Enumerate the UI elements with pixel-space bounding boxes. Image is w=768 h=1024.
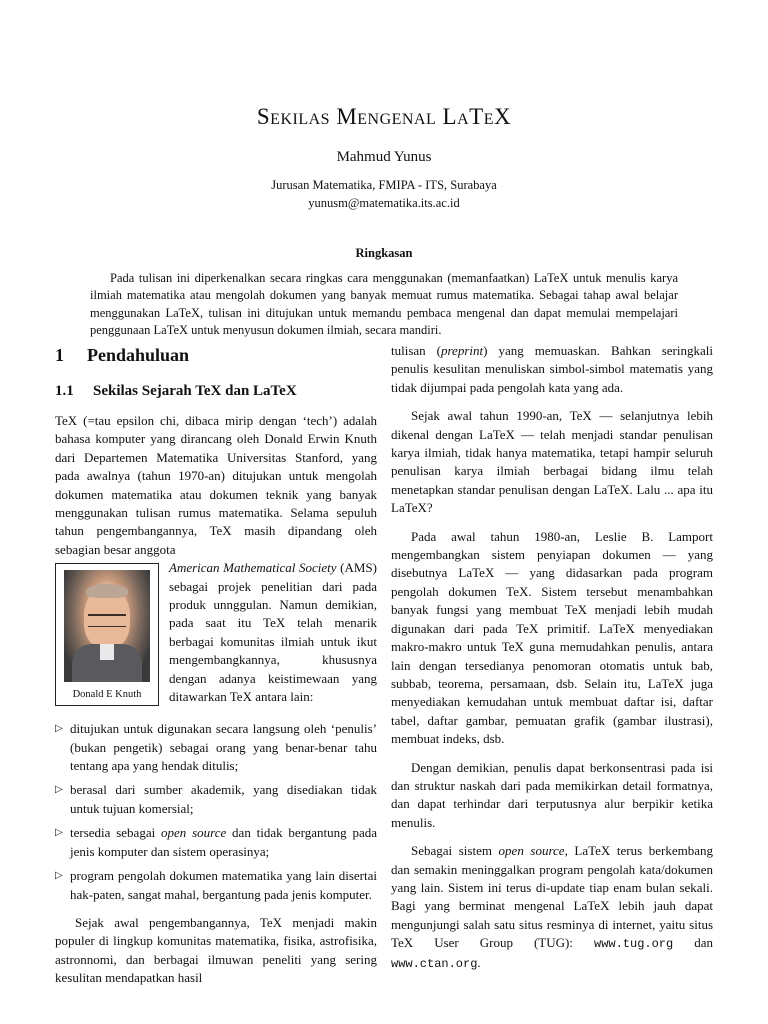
feature-list	[55, 720, 377, 904]
abstract-heading: Ringkasan	[355, 246, 413, 260]
url-tug[interactable]: www.tug.org	[594, 937, 674, 952]
left-paragraph-1	[55, 412, 377, 559]
section-title: Pendahuluan	[87, 345, 190, 365]
triangle-bullet-icon: ▷	[55, 723, 63, 735]
subsection-number: 1.1	[55, 383, 74, 399]
left-p1-text: TeX (=tau epsilon chi, dibaca mirip dengan ‘tech’) adalah bahasa komputer yang dirancang oleh Donald Erwin Knuth dari Departemen Matematika Universitas Stanford, yang pada awalnya (tahun 1970-an) ditujukan untuk mengolah dokumen matematika atau dokumen teknik yang banyak menggunakan tulisan rumus matematika. Selama sepuluh tahun pengembangannya, TeX masih dipandang oleh sebagian besar anggota	[55, 413, 377, 557]
paper-title: Sekilas Mengenal LaTeX	[256, 104, 512, 129]
knuth-figure	[55, 563, 159, 706]
ams-name: American Mathematical Society	[169, 560, 337, 576]
section-heading	[55, 342, 377, 368]
right-paragraph-3: Dengan demikian, penulis dapat berkonsentrasi pada isi dan struktur naskah dari pada memikirkan detail formatnya, dan dapat terhindar dari terputusnya alur berpikir ketika menulis.	[391, 759, 713, 830]
right-paragraph-1: Sejak awal tahun 1990-an, TeX — selanjutnya lebih dikenal dengan LaTeX — telah menjadi standar penulisan karya ilmiah, tidak hanya matematika, tetapi hampir seluruh penulisan karya ilmiah berbagai bidang ilmu telah menetapkan standar penulisan dengan LaTeX. Lalu ... apa itu LaTeX?	[391, 408, 713, 516]
right-paragraph-0: tulisan (preprint) yang memuaskan. Bahkan seringkali penulis kesulitan menuliskan simbol-simbol matematis yang tidak dijumpai pada pengolah kata yang ada.	[391, 343, 713, 395]
right-paragraph-4: Sebagai sistem open source, LaTeX terus berkembang dan semakin meninggalkan program pengolah kata/dokumen yang lain. Sistem ini terus di-update tiap enam bulan sekali. Bagi yang berminat mengenal LaTeX lebih jauh dapat mengunjungi salah satu situs resminya di internet, yaitu situs TeX User Group (TUG): www.tug.org dan www.ctan.org.	[391, 843, 714, 971]
left-paragraph-2: Sejak awal pengembangannya, TeX menjadi makin populer di lingkup komunitas matematika, fisika, astrofisika, astronnomi, dan berbagai ilmuwan peneliti yang sering kesulitan mendapatkan hasil	[55, 914, 377, 986]
list-item: ▷ program pengolah dokumen matematika yang lain disertai hak-paten, sangat mahal, bergantung pada jenis komputer.	[55, 868, 377, 902]
subsection-title: Sekilas Sejarah TeX dan LaTeX	[93, 383, 297, 399]
triangle-bullet-icon: ▷	[55, 870, 63, 882]
subsection-heading	[55, 380, 377, 402]
affiliation: Jurusan Matematika, FMIPA - ITS, Surabaya	[271, 178, 497, 192]
affiliation-block	[0, 176, 768, 212]
email: yunusm@matematika.its.ac.id	[308, 196, 460, 210]
section-number: 1	[55, 345, 64, 365]
list-item: ▷ tersedia sebagai open source dan tidak bergantung pada jenis komputer dan sistem operasinya;	[55, 825, 377, 859]
abstract-text: Pada tulisan ini diperkenalkan secara ringkas cara menggunakan (memanfaatkan) LaTeX untuk menulis karya ilmiah matematika atau mengolah dokumen yang banyak memuat rumus matematika. Sebagai tahap awal belajar menggunakan LaTeX, tulisan ini ditujukan untuk memandu pembaca mengenal dan dapat memulai mempelajari penggunaan LaTeX untuk menyusun dokumen ilmiah, secara mandiri.	[90, 271, 678, 337]
list-item: ▷ berasal dari sumber akademik, yang disediakan tidak untuk tujuan komersial;	[55, 782, 377, 816]
list-item: ▷ ditujukan untuk digunakan secara langsung oleh ‘penulis’ (bukan pengetik) sebagai orang yang benar-benar tahu tentang apa yang hendak ditulis;	[55, 721, 377, 774]
right-column	[391, 342, 713, 973]
triangle-bullet-icon: ▷	[55, 827, 63, 839]
url-ctan[interactable]: www.ctan.org	[391, 956, 478, 971]
figure-caption: Donald E Knuth	[72, 689, 142, 701]
knuth-photo	[64, 570, 150, 682]
left-column	[55, 342, 377, 988]
left-p1-rest: (AMS) sebagai projek penelitian dari pada produk unnggulan. Namun demikian, pada saat itu TeX telah menarik berbagai komunitas ilmiah untuk ikut mengembangkannya, khususnya dengan adanya keistimewaan yang ditawarkan TeX antara lain:	[169, 560, 377, 705]
triangle-bullet-icon: ▷	[55, 784, 63, 796]
right-paragraph-2: Pada awal tahun 1980-an, Leslie B. Lamport mengembangkan sistem penyiapan dokumen — yang disebutnya LaTeX — yang didasarkan pada program pengolah dokumen TeX. Sistem tersebut menambahkan banyak fungsi yang membuat TeX menjadi lebih mudah digunakan dari pada TeX primitif. LaTeX menyediakan makro-makro untuk TeX guna memudahkan penulis, antara lain dengan tersedianya penomoran otomatis untuk bab, subbab, teorema, persamaan, dsb. Selain itu, LaTeX juga menyediakan kemudahan untuk membuat daftar isi, daftar tabel, daftar gambar, pemuatan grafik (gambar ilustrasi), membuat indeks, dsb.	[391, 528, 713, 747]
author-name: Mahmud Yunus	[336, 149, 432, 165]
